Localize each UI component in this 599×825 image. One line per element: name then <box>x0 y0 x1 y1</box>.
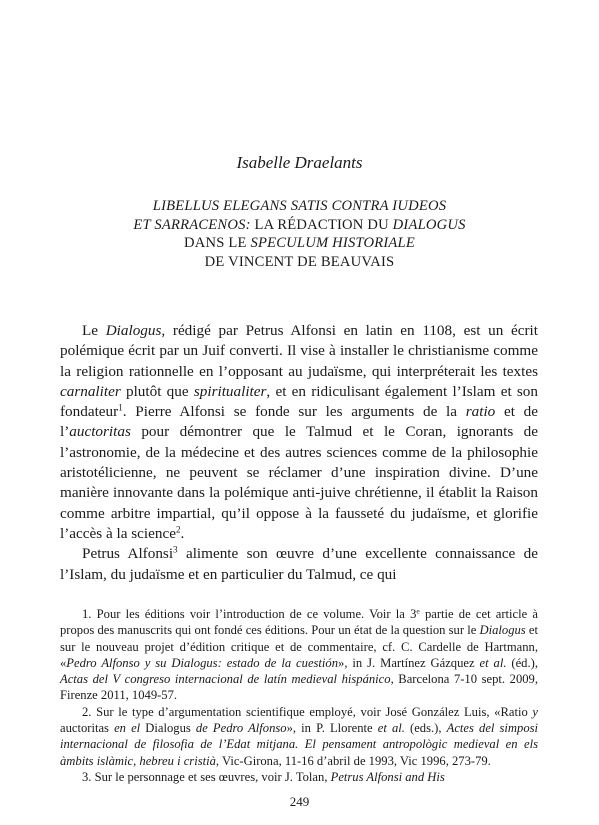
italic-text: y <box>532 704 538 719</box>
text-run: Dialogus <box>140 721 196 736</box>
footnotes <box>60 606 538 785</box>
italic-text: carnaliter <box>60 382 121 400</box>
italic-text: SPECULUM HISTORIALE <box>250 235 415 251</box>
title-line <box>60 253 539 272</box>
italic-text: Actas del V congreso internacional de latín medieval hispánico <box>60 672 391 687</box>
text-run: auctoritas <box>60 721 115 736</box>
note-ref: 1 <box>118 402 123 413</box>
text-run: LA RÉDACTION DU <box>250 216 393 233</box>
text-run: partie de cet article à propos des manuscrits qui ont fondé ces éditions. Pour un état de la question sur le <box>60 607 538 638</box>
italic-text: de Pedro Alfonso <box>195 721 287 736</box>
text-run: et sur le nouveau projet d’édition critique et de commentaire, cf. C. Cardelle de Hartmann, « <box>60 623 538 670</box>
text-run: plutôt que <box>120 382 194 400</box>
italic-text: spiritualiter <box>193 382 267 400</box>
text-run: », in P. Llorente <box>286 721 378 736</box>
text-run: alimente son œuvre d’une excellente connaissance de l’Islam, du judaïsme et en particulier du Talmud, ce qui <box>60 545 538 583</box>
italic-text: DIALOGUS <box>392 216 466 233</box>
text-run: 3. Sur le personnage et ses œuvres, voir J. Tolan, <box>82 769 331 784</box>
note-ref: e <box>416 606 420 616</box>
title-line <box>60 197 539 216</box>
text-run: . Pierre Alfonsi se fonde sur les arguments de la <box>122 403 466 421</box>
main-text <box>60 321 538 585</box>
text-run: Le <box>82 322 106 339</box>
text-run: , rédigé par Petrus Alfonsi en latin en 1108, est un écrit polémique écrit par un Juif converti. Il vise à installer le christianisme comme la religion rationnelle en l’opposant au judaïsme, qui interpréterait les textes <box>60 322 538 380</box>
text-run: pour démontrer que le Talmud et le Coran, ignorants de l’astronomie, de la médecine et des autres sciences comme de la philosophie aristotélicienne, ne peuvent se réclamer d’une inspiration divine. D’une manière innovante dans la polémique anti-juive chrétienne, il établit la Raison comme arbitre impartial, qu’il oppose à la fausseté du judaïsme, et glorifie l’accès à la science <box>60 423 538 542</box>
text-run: (eds.), <box>404 721 447 736</box>
page-number: 249 <box>289 794 310 809</box>
italic-text: et al. <box>479 655 507 670</box>
footnote-2 <box>60 704 538 769</box>
article-title <box>60 197 539 271</box>
text-run: , et en ridiculisant également l’Islam et son fondateur <box>60 382 538 421</box>
text-run: , Barcelona 7-10 sept. 2009, Firenze 2011, 1049-57. <box>60 672 538 703</box>
text-run: 2. Sur le type d’argumentation scientifique employé, voir José González Luis, «Ratio <box>82 704 533 719</box>
italic-text: et al. <box>377 721 405 736</box>
text-run: DANS LE <box>184 235 251 251</box>
italic-text: Actes del simposi internacional de filosofia de l’Edat mitjana. El pensament antropològic medieval en els àmbits islàmic, hebreu i cristià <box>60 721 539 768</box>
body-paragraph <box>60 544 538 585</box>
italic-text: auctoritas <box>69 423 131 441</box>
author-name: Isabelle Draelants <box>236 153 363 172</box>
note-ref: 2 <box>175 524 181 535</box>
title-line <box>60 234 539 253</box>
italic-text: Pedro Alfonso y su Dialogus: estado de la cuestión <box>66 655 339 670</box>
italic-text: ratio <box>465 403 496 421</box>
text-run: , Vic-Girona, 11-16 d’abril de 1993, Vic 1996, 273-79. <box>215 753 491 768</box>
text-run: . <box>180 524 185 542</box>
italic-text: ET SARRACENOS: <box>133 216 251 233</box>
footnote-3 <box>60 769 538 785</box>
italic-text: LIBELLUS ELEGANS SATIS CONTRA IUDEOS <box>152 198 447 214</box>
text-run: 1. Pour les éditions voir l’introduction de ce volume. Voir la 3 <box>82 607 417 621</box>
text-run: », in J. Martínez Gázquez <box>338 655 480 670</box>
italic-text: en el <box>114 721 141 736</box>
text-run: Petrus Alfonsi <box>82 545 174 563</box>
text-run: DE VINCENT DE BEAUVAIS <box>204 253 395 270</box>
italic-text: Dialogus <box>479 623 526 638</box>
italic-text: Petrus Alfonsi and His <box>330 769 445 784</box>
text-run: (éd.), <box>506 655 538 670</box>
body-paragraph <box>60 321 538 544</box>
footnote-1 <box>60 606 538 704</box>
text-run: et de l’ <box>60 403 539 441</box>
italic-text: Dialogus <box>105 322 162 339</box>
title-line <box>60 216 539 235</box>
note-ref: 3 <box>173 544 178 555</box>
